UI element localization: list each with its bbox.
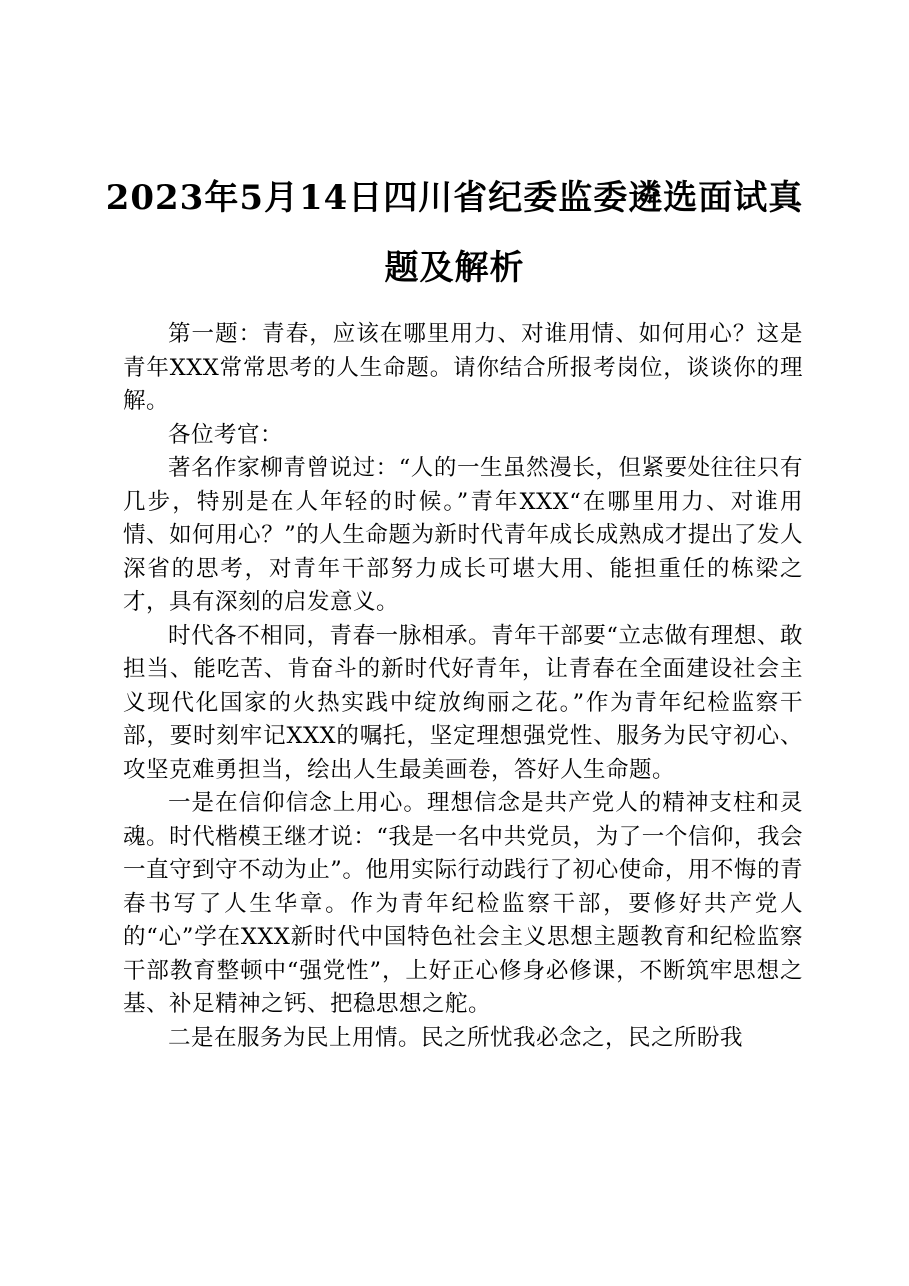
paragraph-question: 第一题：青春，应该在哪里用力、对谁用情、如何用心？这是青年XXX常常思考的人生命题。请你结合所报考岗位，谈谈你的理解。 [123, 321, 803, 414]
paragraph-intro: 著名作家柳青曾说过：“人的一生虽然漫长，但紧要处往往只有几步，特别是在人年轻的时候。”青年XXX“在哪里用力、对谁用情、如何用心？”的人生命题为新时代青年成长成熟成才提出了发人深省的思考，对青年干部努力成长可堪大用、能担重任的栋梁之才，具有深刻的启发意义。 [123, 455, 803, 615]
title-line-2: 题及解析 [384, 247, 525, 288]
document-title [80, 163, 829, 303]
document-body [123, 318, 803, 1055]
paragraph-greeting: 各位考官： [168, 421, 284, 448]
title-line-1: 2023年5月14日四川省纪委监委遴选面试真 [105, 177, 804, 218]
paragraph-thesis: 时代各不相同，青春一脉相承。青年干部要“立志做有理想、敢担当、能吃苦、肯奋斗的新时代好青年，让青春在全面建设社会主义现代化国家的火热实践中绽放绚丽之花。”作为青年纪检监察干部，要时刻牢记XXX的嘱托，坚定理想强党性、服务为民守初心、攻坚克难勇担当，绘出人生最美画卷，答好人生命题。 [123, 622, 803, 783]
paragraph-point-one: 一是在信仰信念上用心。理想信念是共产党人的精神支柱和灵魂。时代楷模王继才说：“我是一名中共党员，为了一个信仰，我会一直守到守不动为止”。他用实际行动践行了初心使命，用不悔的青春书写了人生华章。作为青年纪检监察干部，要修好共产党人的“心”学在XXX新时代中国特色社会主义思想主题教育和纪检监察干部教育整顿中“强党性”，上好正心修身必修课，不断筑牢思想之基、补足精神之钙、把稳思想之舵。 [123, 790, 803, 1017]
paragraph-point-two: 二是在服务为民上用情。民之所忧我必念之，民之所盼我 [168, 1024, 744, 1051]
